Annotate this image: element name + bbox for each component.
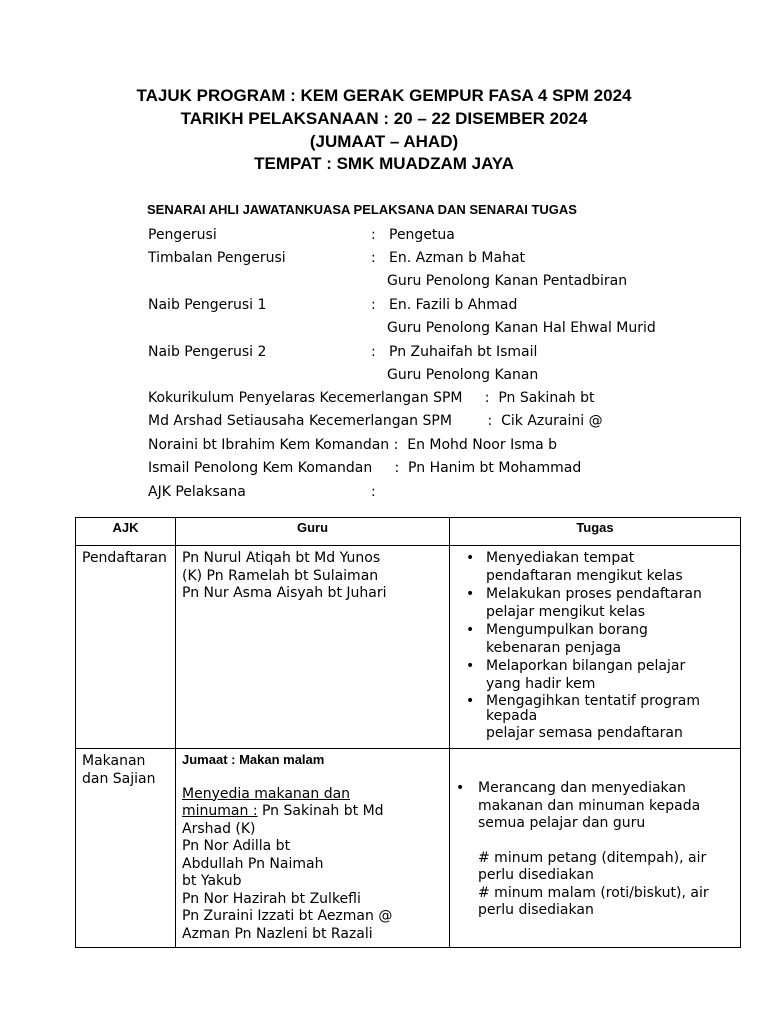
committee-label: Naib Pengerusi 2 [148, 344, 267, 360]
guru-name: Arshad (K) [182, 820, 256, 837]
committee-line: Noraini bt Ibrahim Kem Komandan : En Mohd Noor Isma b [148, 437, 558, 453]
committee-sep: : [371, 297, 376, 313]
tugas-cell [450, 546, 740, 748]
guru-name: Pn Nor Hazirah bt Zulkefli [182, 890, 361, 907]
program-title: TAJUK PROGRAM : KEM GERAK GEMPUR FASA 4 SPM 2024 [136, 86, 632, 105]
committee-label: Naib Pengerusi 1 [148, 297, 267, 313]
committee-label: AJK Pelaksana [148, 484, 246, 500]
duty-label: minuman : [182, 803, 258, 819]
duty-label: Menyedia makanan dan [182, 785, 351, 802]
committee-value: Guru Penolong Kanan Pentadbiran [387, 273, 628, 289]
task-list [450, 550, 734, 743]
guru-name: Pn Zuraini Izzati bt Aezman @ [182, 908, 393, 924]
guru-cell [176, 749, 449, 947]
committee-line: Md Arshad Setiausaha Kecemerlangan SPM : Cik Azuraini @ [148, 413, 603, 429]
guru-cell [176, 546, 449, 607]
program-date: TARIKH PELAKSANAAN : 20 – 22 DISEMBER 2024 [180, 109, 588, 128]
guru-name: (K) Pn Ramelah bt Sulaiman [182, 567, 379, 584]
tugas-cell [450, 749, 740, 924]
session-heading: Jumaat : Makan malam [182, 752, 325, 767]
ajk-cell: Pendaftaran [82, 550, 167, 566]
committee-value: En. Fazili b Ahmad [389, 297, 518, 313]
column-header-guru: Guru [176, 518, 450, 546]
column-header-tugas: Tugas [450, 518, 741, 546]
committee-sep: : [371, 344, 376, 360]
committee-label: Timbalan Pengerusi [148, 250, 286, 266]
committee-value: Pn Zuhaifah bt Ismail [389, 344, 538, 360]
committee-line: Ismail Penolong Kem Komandan : Pn Hanim bt Mohammad [148, 460, 582, 476]
committee-value: Pengetua [389, 227, 455, 243]
table-header-row [76, 518, 741, 546]
committee-sep: : [371, 250, 376, 266]
committee-value: En. Azman b Mahat [389, 250, 526, 266]
list-item: • Mengumpulkan borang kebenaran penjaga [450, 622, 734, 657]
guru-name: Pn Nurul Atiqah bt Md Yunos [182, 550, 381, 566]
column-header-ajk: AJK [76, 518, 176, 546]
committee-sep: : [371, 227, 376, 243]
guru-name: Abdullah Pn Naimah [182, 855, 324, 872]
task-table [75, 517, 741, 948]
committee-line: Kokurikulum Penyelaras Kecemerlangan SPM : Pn Sakinah bt [148, 390, 595, 406]
list-item: • Melaporkan bilangan pelajar yang hadir kem [450, 658, 734, 693]
list-item: • Merancang dan menyediakan makanan dan minuman kepada semua pelajar dan guru [450, 780, 734, 833]
committee-sep: : [371, 484, 376, 500]
ajk-cell: Makanan dan Sajian [82, 753, 156, 787]
committee-heading: SENARAI AHLI JAWATANKUASA PELAKSANA DAN SENARAI TUGAS [147, 202, 577, 217]
guru-name: Pn Nur Asma Aisyah bt Juhari [182, 585, 387, 601]
table-row [76, 546, 741, 749]
guru-name: Pn Sakinah bt Md [257, 803, 384, 819]
table-row [76, 749, 741, 948]
list-item: • Menyediakan tempat pendaftaran mengikut kelas [450, 550, 734, 585]
committee-value: Guru Penolong Kanan Hal Ehwal Murid [387, 320, 656, 336]
committee-label: Pengerusi [148, 227, 217, 243]
list-item: • Melakukan proses pendaftaran pelajar mengikut kelas [450, 586, 734, 621]
guru-name: bt Yakub [182, 873, 242, 889]
committee-value: Guru Penolong Kanan [387, 367, 539, 383]
guru-name: Pn Nor Adilla bt [182, 838, 291, 854]
list-item: • Mengagihkan tentatif program kepada pelajar semasa pendaftaran [450, 694, 734, 743]
program-venue: TEMPAT : SMK MUADZAM JAYA [254, 154, 514, 173]
guru-name: Azman Pn Nazleni bt Razali [182, 925, 373, 942]
program-days: (JUMAAT – AHAD) [309, 132, 459, 151]
task-note: # minum petang (ditempah), air perlu disediakan # minum malam (roti/biskut), air perlu disediakan [478, 849, 709, 918]
